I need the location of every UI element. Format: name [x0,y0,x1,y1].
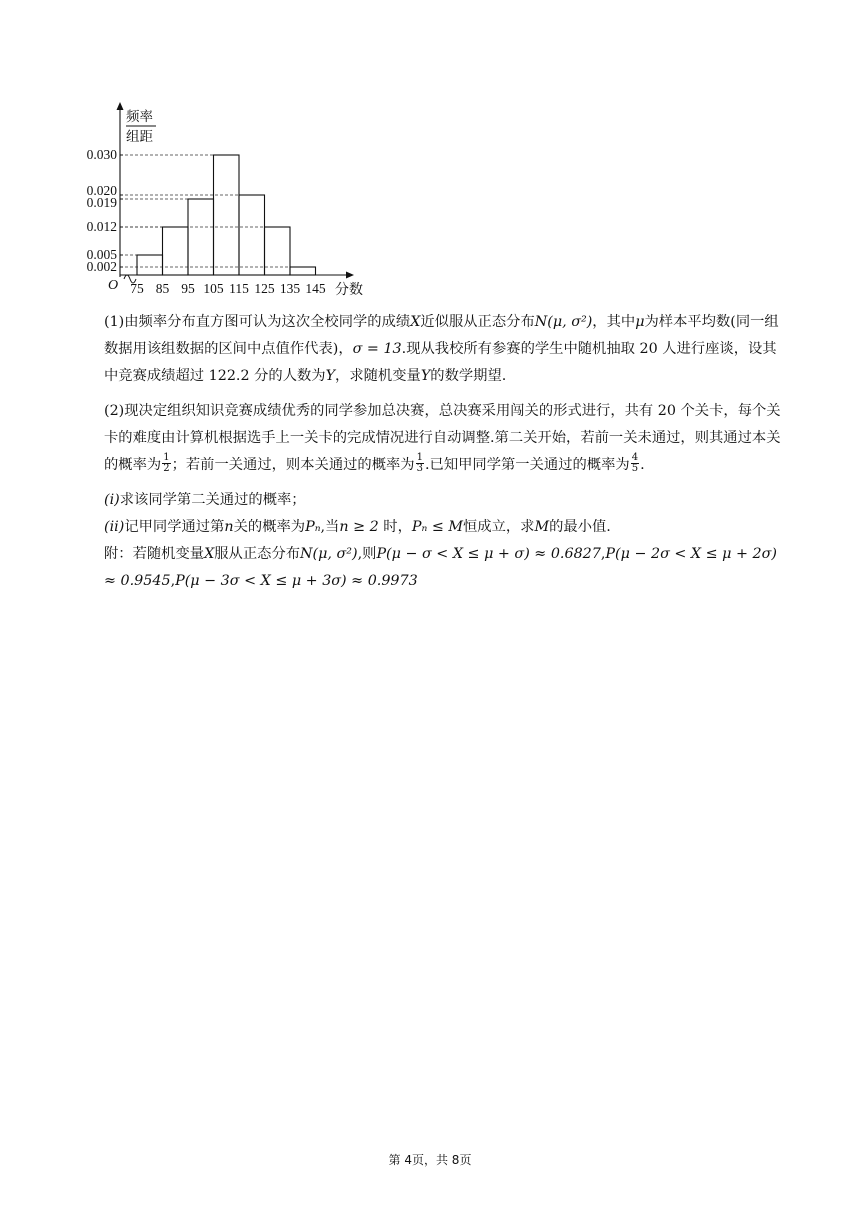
text: 为样本平均数(同一组数据用该组数据的区间中点值作代表)， [104,314,779,357]
sub-question-i [104,487,784,514]
roman-numeral: (i) [104,492,120,508]
denominator: 5 [631,462,639,474]
text: 近似服从正态分布 [420,314,535,330]
appendix-note [104,541,784,595]
text: 时， [378,519,412,535]
text: 的最小值. [549,519,611,535]
text: .已知甲同学第一关通过的概率为 [424,457,630,473]
math-expr: N(μ, σ²) [534,314,593,330]
bar-105 [214,155,240,275]
math-var: Y [420,368,431,384]
frequency-histogram [70,100,370,300]
math-expr: n ≥ 2 [339,519,379,535]
math-expr: P(μ − 2σ < X ≤ μ + 2σ) ≈ 0.9545 [104,546,777,589]
x-tick-label: 105 [203,281,224,296]
text: 关的概率为 [233,519,306,535]
denominator: 2 [163,462,170,474]
numerator: 1 [163,451,170,463]
bar-85 [163,227,189,275]
y-tick-label: 0.030 [86,147,117,162]
y-tick-label: 0.019 [86,195,117,210]
text: ,当 [320,519,340,535]
math-expr: Pₙ ≤ M [411,519,463,535]
bar-75 [137,255,163,275]
y-axis-label-denominator: 组距 [126,129,153,144]
part-2 [104,398,784,479]
bar-125 [265,227,291,275]
math-var: Y [325,368,336,384]
x-axis-label: 分数 [335,283,363,298]
text: , [600,546,606,562]
text: .现从我校所有参赛的学生中随机抽取 20 人进行座谈，设其中竞赛成绩超过 122.2 分的人数为 [104,341,777,384]
text: (1)由频率分布直方图可认为这次全校同学的成绩 [104,314,411,330]
problem-text [104,309,784,595]
x-tick-label: 75 [130,281,144,296]
x-tick-label: 145 [305,281,326,296]
numerator: 1 [416,451,423,463]
text: . [640,457,645,473]
part-1 [104,309,784,390]
math-expr: P(μ − 3σ < X ≤ μ + 3σ) ≈ 0.9973 [175,573,418,589]
x-tick-label: 85 [155,281,170,296]
x-axis-arrow [346,272,354,279]
roman-numeral: (ii) [104,519,125,535]
math-var: Pₙ [305,519,321,535]
fraction [416,453,424,474]
text: , [170,573,176,589]
math-var: μ [635,314,645,330]
x-tick-label: 95 [181,281,195,296]
math-var: M [534,519,550,535]
numerator: 4 [631,451,639,463]
origin-label: O [108,278,119,293]
fraction [162,453,170,474]
text: 服从正态分布 [214,546,301,562]
math-var: X [410,314,421,330]
page-footer: 第 4页，共 8页 [388,1153,472,1167]
sub-question-ii [104,514,784,541]
fraction [631,453,639,474]
text: (2)现决定组织知识竞赛成绩优秀的同学参加总决赛，总决赛采用闯关的形式进行，共有 20 个关卡，每个关卡的难度由计算机根据选手上一关卡的完成情况进行自动调整.第二关开始，若前一关未通过，则其通过本关的概率为 [104,403,781,473]
y-axis-arrow [117,102,124,110]
y-tick-label: 0.012 [86,219,117,234]
bar-115 [239,195,265,275]
text: 的数学期望. [430,368,507,384]
x-tick-label: 115 [229,281,249,296]
text: 恒成立，求 [463,519,535,535]
text: 附：若随机变量 [104,546,205,562]
bar-95 [188,199,214,275]
x-tick-label: 135 [279,281,301,296]
y-axis-label-numerator: 频率 [126,109,153,124]
y-tick-label: 0.005 [86,247,117,262]
text: ；若前一关通过，则本关通过的概率为 [171,457,415,473]
text: 记甲同学通过第 [124,519,225,535]
y-tick-label: 0.002 [86,259,117,274]
math-expr: P(μ − σ < X ≤ μ + σ) ≈ 0.6827 [376,546,601,562]
y-tick-label: 0.020 [86,183,117,198]
text: ，求随机变量 [335,368,421,384]
math-expr: N(μ, σ²) [300,546,358,562]
math-var: n [224,519,234,535]
denominator: 3 [416,462,423,474]
text: ，其中 [592,314,636,330]
bar-135 [290,267,316,275]
x-tick-label: 125 [254,281,275,296]
text: 求该同学第二关通过的概率； [119,492,306,508]
math-var: X [204,546,215,562]
math-expr: σ = 13 [352,341,402,357]
text: ,则 [357,546,377,562]
